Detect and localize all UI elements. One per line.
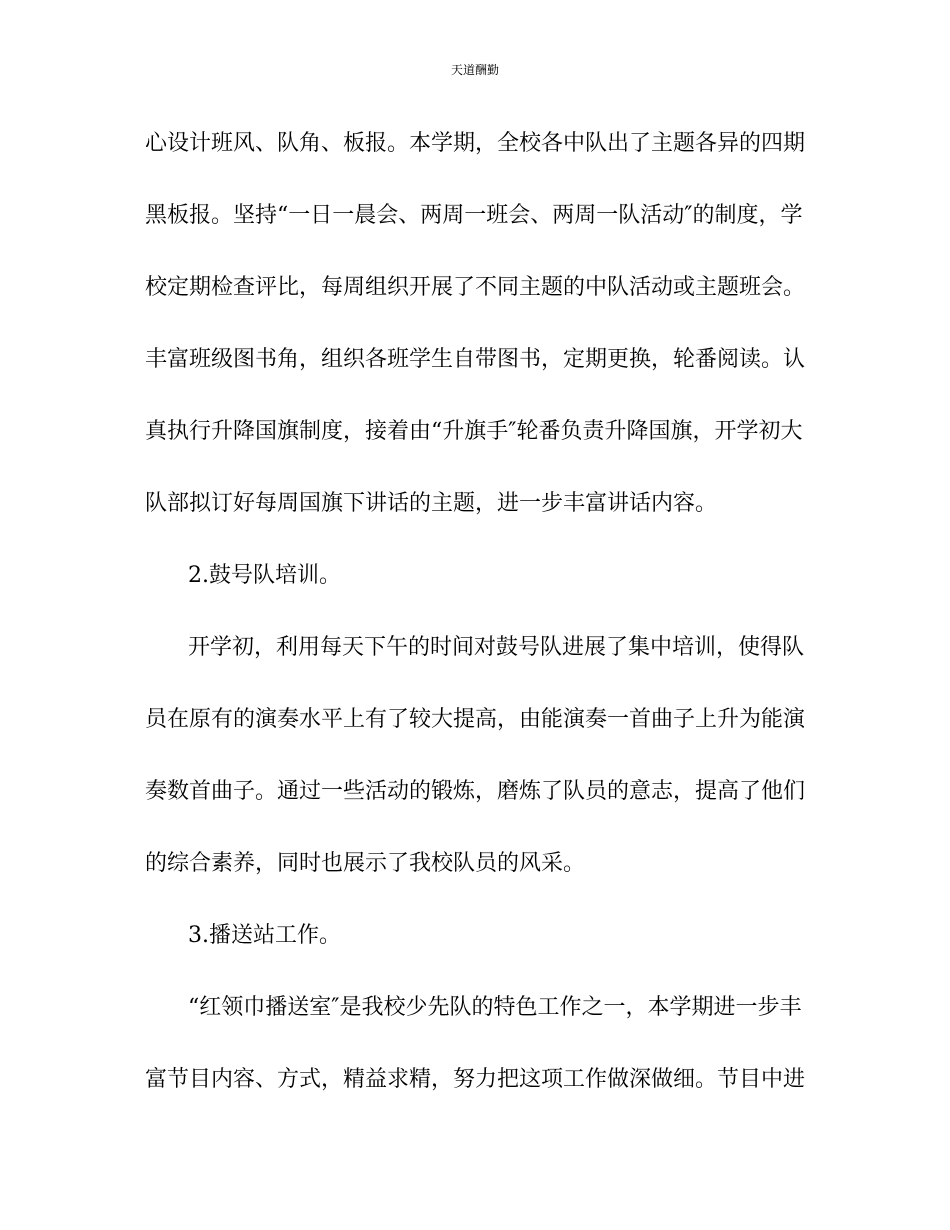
body-line-10: 奏数首曲子。通过一些活动的锻炼，磨炼了队员的意志，提高了他们 bbox=[145, 779, 806, 804]
body-line-2: 黑板报。坚持“一日一晨会、两周一班会、两周一队活动″的制度，学 bbox=[145, 203, 803, 228]
body-line-13: “红领巾播送室″是我校少先队的特色工作之一，本学期进一步丰 bbox=[188, 995, 802, 1020]
body-line-8: 开学初，利用每天下午的时间对鼓号队进展了集中培训，使得队 bbox=[188, 635, 805, 660]
section-heading-drum-band: 2.鼓号队培训。 bbox=[188, 563, 341, 588]
section-heading-broadcast: 3.播送站工作。 bbox=[188, 923, 341, 948]
body-line-1: 心设计班风、队角、板报。本学期，全校各中队出了主题各异的四期 bbox=[145, 131, 806, 156]
body-line-9: 员在原有的演奏水平上有了较大提高，由能演奏一首曲子上升为能演 bbox=[145, 707, 806, 732]
body-line-6: 队部拟订好每周国旗下讲话的主题，进一步丰富讲话内容。 bbox=[145, 491, 718, 516]
body-line-14: 富节目内容、方式，精益求精，努力把这项工作做深做细。节目中进 bbox=[145, 1067, 806, 1092]
body-line-5: 真执行升降国旗制度，接着由“升旗手″轮番负责升降国旗，开学初大 bbox=[145, 419, 803, 444]
page-header: 天道酬勤 bbox=[450, 63, 499, 77]
body-line-3: 校定期检查评比，每周组织开展了不同主题的中队活动或主题班会。 bbox=[145, 275, 806, 300]
body-line-4: 丰富班级图书角，组织各班学生自带图书，定期更换，轮番阅读。认 bbox=[145, 347, 806, 372]
body-line-11: 的综合素养，同时也展示了我校队员的风采。 bbox=[145, 851, 586, 876]
